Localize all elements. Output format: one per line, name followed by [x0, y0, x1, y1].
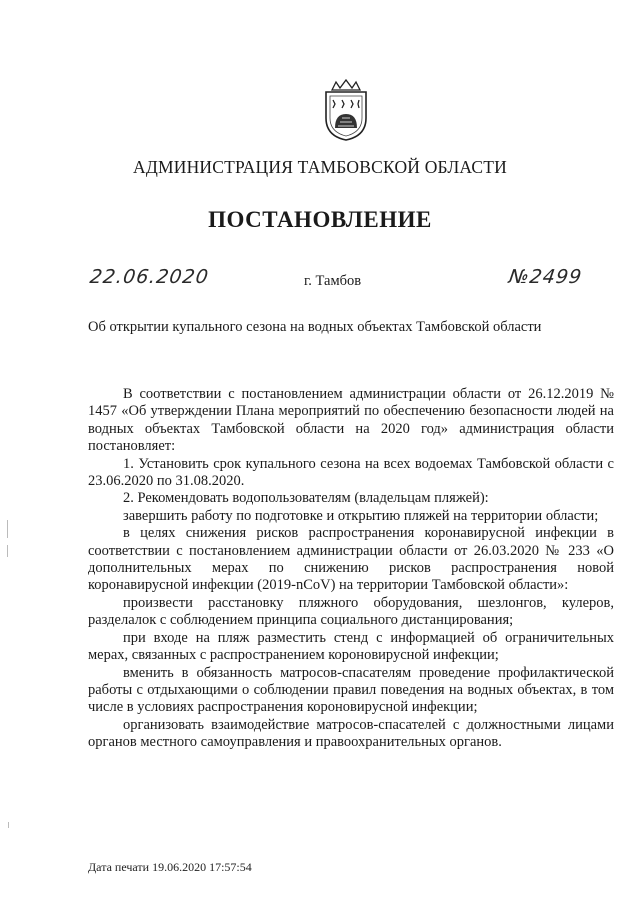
- body-paragraph: В соответствии с постановлением администрации области от 26.12.2019 № 1457 «Об утверждении Плана мероприятий по обеспечению безопасности людей на водных объектах Тамбовской области на 2020 год» администрация области постановляет:: [88, 386, 614, 455]
- scan-mark: [7, 520, 8, 538]
- document-body: [88, 386, 614, 752]
- body-paragraph: при входе на пляж разместить стенд с информацией об ограничительных мерах, связанных с распространением короновирусной инфекции;: [88, 629, 614, 664]
- body-paragraph: 2. Рекомендовать водопользователям (владельцам пляжей):: [123, 490, 489, 507]
- body-paragraph: завершить работу по подготовке и открытию пляжей на территории области;: [123, 507, 599, 524]
- body-paragraph: организовать взаимодействие матросов-спасателей с должностными лицами органов местного самоуправления и правоохранительных органов.: [88, 716, 614, 751]
- document-date: 22.06.2020: [88, 266, 211, 288]
- coat-of-arms-icon: [318, 78, 374, 142]
- document-subject: Об открытии купального сезона на водных объектах Тамбовской области: [88, 319, 542, 335]
- scan-mark: [8, 822, 9, 828]
- body-paragraph: вменить в обязанность матросов-спасателям проведение профилактической работы с отдыхающими о соблюдении правил поведения на водных объектах, в том числе в условиях распространения короновирусной инфекции;: [88, 664, 614, 716]
- organization-name: АДМИНИСТРАЦИЯ ТАМБОВСКОЙ ОБЛАСТИ: [133, 157, 507, 177]
- body-paragraph: в целях снижения рисков распространения коронавирусной инфекции в соответствии с постановлением администрации области от 26.03.2020 № 233 «О дополнительных мерах по снижению рисков распространения новой коронавирусной инфекции (2019-nCoV) на территории Тамбовской области»:: [88, 525, 614, 594]
- body-paragraph: 1. Установить срок купального сезона на всех водоемах Тамбовской области с 23.06.2020 по 31.08.2020.: [88, 455, 614, 490]
- body-paragraph: произвести расстановку пляжного оборудования, шезлонгов, кулеров, разделалок с соблюдением принципа социального дистанцирования;: [88, 594, 614, 629]
- document-type: ПОСТАНОВЛЕНИЕ: [208, 207, 432, 232]
- scan-mark: [7, 545, 8, 557]
- document-number: №2499: [507, 266, 584, 288]
- print-date: Дата печати 19.06.2020 17:57:54: [88, 860, 252, 874]
- document-city: г. Тамбов: [304, 273, 362, 289]
